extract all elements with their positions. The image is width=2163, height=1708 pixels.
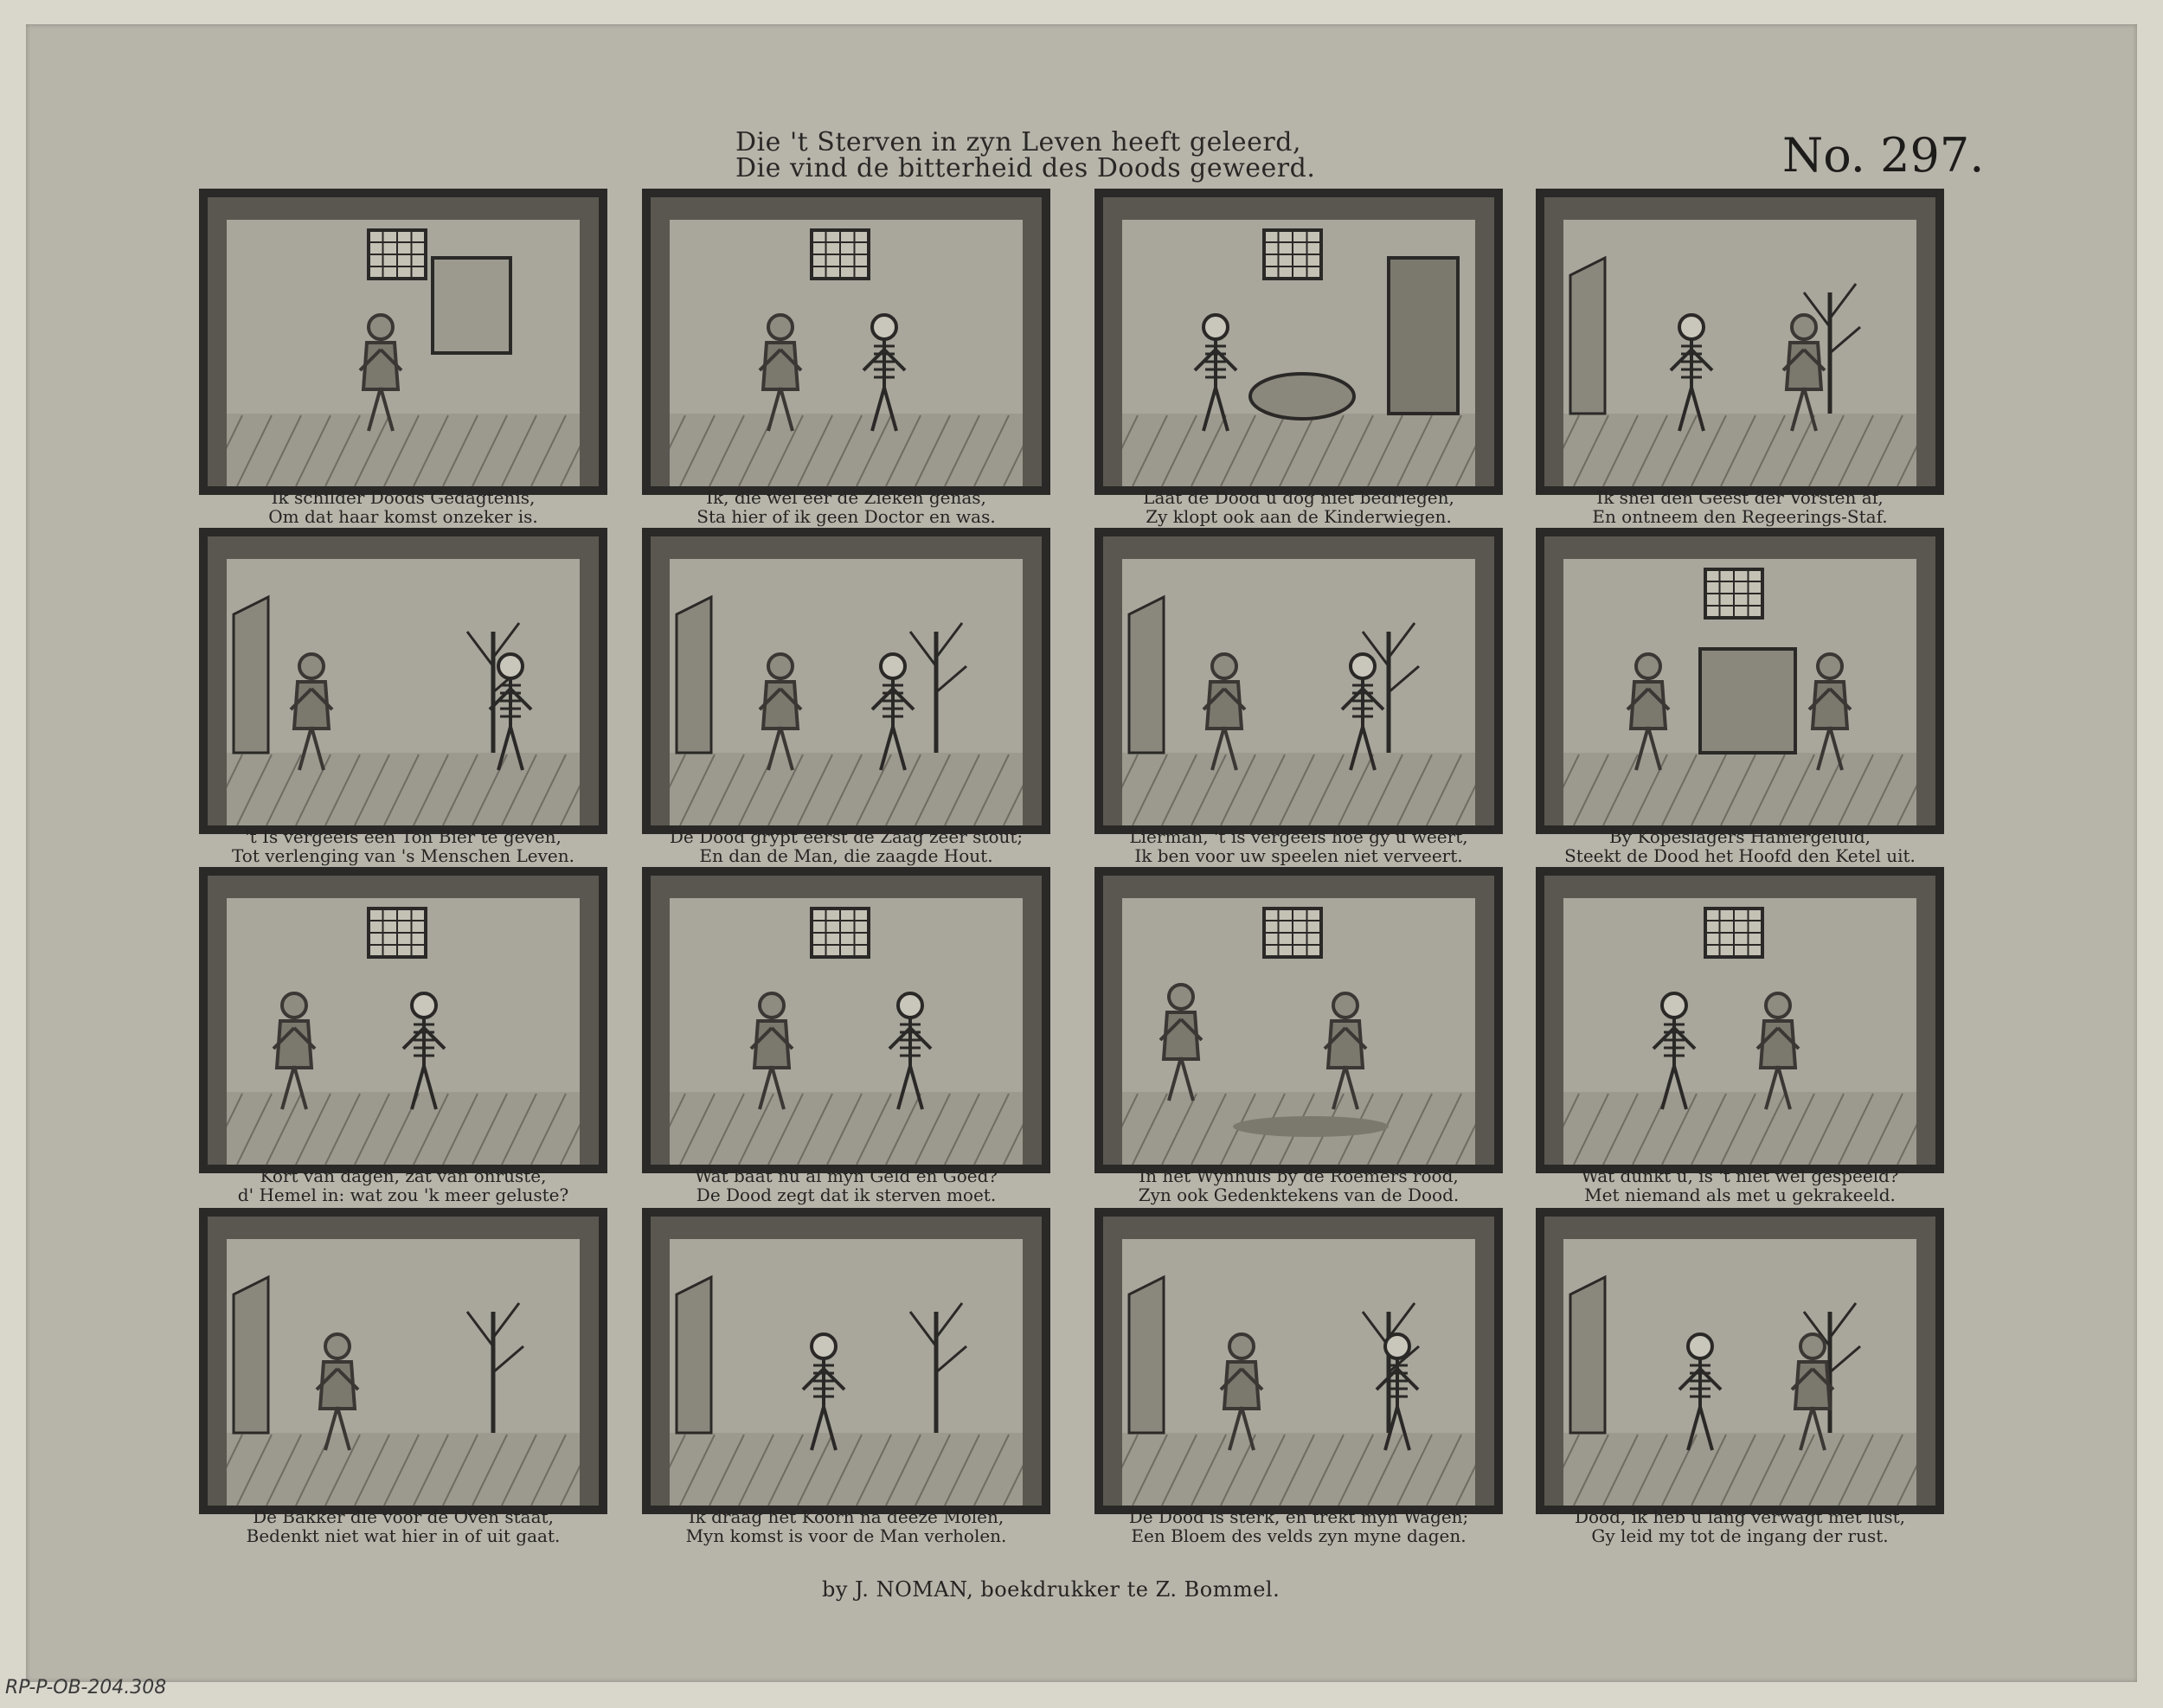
woodcut-image [642,189,1050,495]
panel-caption [199,1507,607,1545]
panel-caption [1536,1166,1944,1204]
caption-line-1: 't Is vergeefs een Ton Bier te geven, [245,826,562,847]
caption-line-2: d' Hemel in: wat zou 'k meer geluste? [237,1185,569,1205]
panel-painter [199,189,607,528]
caption-line-1: Kort van dagen, zat van onruste, [260,1165,547,1186]
caption-line-1: De Dood grypt eerst de Zaag zeer stout; [669,826,1024,847]
caption-line-1: Ik snei den Geest der Vorsten af, [1596,487,1884,508]
panel-woodcutter [642,528,1050,867]
title-line-1: Die 't Sterven in zyn Leven heeft geleerd, [735,127,1302,157]
woodcut-image [1094,1208,1503,1514]
panel-rich-man [642,867,1050,1206]
woodcut-image [199,867,607,1173]
woodcut-image [199,528,607,834]
panel-doctor [642,189,1050,528]
caption-line-1: Ik draag het Koorn na deeze Molen, [688,1506,1004,1527]
caption-line-1: By Kopeslagers Hamergeluid, [1608,826,1871,847]
panel-caption [642,1507,1050,1545]
panel-king [1536,189,1944,528]
caption-line-2: En ontneem den Regeerings-Staf. [1592,506,1888,527]
caption-line-2: Bedenkt niet wat hier in of uit gaat. [246,1525,561,1546]
caption-line-2: Steekt de Dood het Hoofd den Ketel uit. [1564,845,1916,866]
panel-caption [1536,1507,1944,1545]
panel-caption [642,827,1050,865]
woodcut-image [642,1208,1050,1514]
panel-caption [199,488,607,526]
panel-soldier [1536,1208,1944,1547]
panel-musician [1094,528,1503,867]
caption-line-2: Tot verlenging van 's Menschen Leven. [232,845,574,866]
panel-wagon [1094,1208,1503,1547]
woodcut-image [1536,189,1944,495]
caption-line-2: Myn komst is voor de Man verholen. [685,1525,1007,1546]
woodcut-image [642,528,1050,834]
caption-line-1: In het Wynhuis by de Roemers rood, [1139,1165,1459,1186]
caption-line-2: Sta hier of ik geen Doctor en was. [696,506,996,527]
caption-line-2: De Dood zegt dat ik sterven moet. [696,1185,997,1205]
caption-line-1: De Bakker die voor de Oven staat, [253,1506,554,1527]
sheet-title [735,127,1479,183]
woodcut-image [1094,189,1503,495]
panel-baker [199,1208,607,1547]
caption-line-1: Ik schilder Doods Gedagtenis, [271,487,536,508]
panel-card-game [1536,867,1944,1206]
woodcut-image [1094,867,1503,1173]
caption-line-1: De Dood is sterk, en trekt myn Wagen; [1128,1506,1469,1527]
caption-line-2: Ik ben voor uw speelen niet verveert. [1134,845,1463,866]
panel-caption [1094,827,1503,865]
panel-caption [642,488,1050,526]
caption-line-2: En dan de Man, die zaagde Hout. [699,845,993,866]
caption-line-2: Zyn ook Gedenktekens van de Dood. [1138,1185,1460,1205]
panel-caption [1094,1507,1503,1545]
woodcut-image [1536,867,1944,1173]
panel-tavern [1094,867,1503,1206]
panel-caption [1536,488,1944,526]
woodcut-image [199,1208,607,1514]
panel-coppersmith [1536,528,1944,867]
caption-line-1: Laat de Dood u dog niet bedriegen, [1143,487,1454,508]
woodcut-image [1094,528,1503,834]
caption-line-1: Wat baat nu al myn Geld en Goed? [694,1165,998,1186]
title-line-2: Die vind de bitterheid des Doods geweerd. [735,153,1316,183]
caption-line-1: Wat dunkt u, is 't niet wel gespeeld? [1581,1165,1899,1186]
panel-caption [199,1166,607,1204]
woodcut-image [199,189,607,495]
caption-line-2: Een Bloem des velds zyn myne dagen. [1131,1525,1467,1546]
caption-line-2: Om dat haar komst onzeker is. [268,506,538,527]
printer-imprint: by J. NOMAN, boekdrukker te Z. Bommel. [822,1577,1280,1602]
caption-line-2: Zy klopt ook aan de Kinderwiegen. [1146,506,1452,527]
caption-line-2: Gy leid my tot de ingang der rust. [1591,1525,1889,1546]
panel-caption [199,827,607,865]
panel-caption [1536,827,1944,865]
woodcut-image [642,867,1050,1173]
panel-mill [642,1208,1050,1547]
caption-line-1: Ik, die wel eer de Zieken genas, [706,487,986,508]
panel-caption [642,1166,1050,1204]
caption-line-1: Lierman, 't is vergeefs hoe gy u weert, [1129,826,1468,847]
panel-cradle [1094,189,1503,528]
caption-line-2: Met niemand als met u gekrakeeld. [1584,1185,1896,1205]
panel-clock-room [199,867,607,1206]
panel-beer-barrel [199,528,607,867]
inventory-number: RP-P-OB-204.308 [5,1677,167,1698]
caption-line-1: Dood, ik heb u lang verwagt met lust, [1574,1506,1906,1527]
woodcut-image [1536,1208,1944,1514]
woodcut-image [1536,528,1944,834]
plate-number: No. 297. [1782,128,1985,183]
panel-caption [1094,488,1503,526]
print-sheet [26,24,2137,1682]
panel-caption [1094,1166,1503,1204]
